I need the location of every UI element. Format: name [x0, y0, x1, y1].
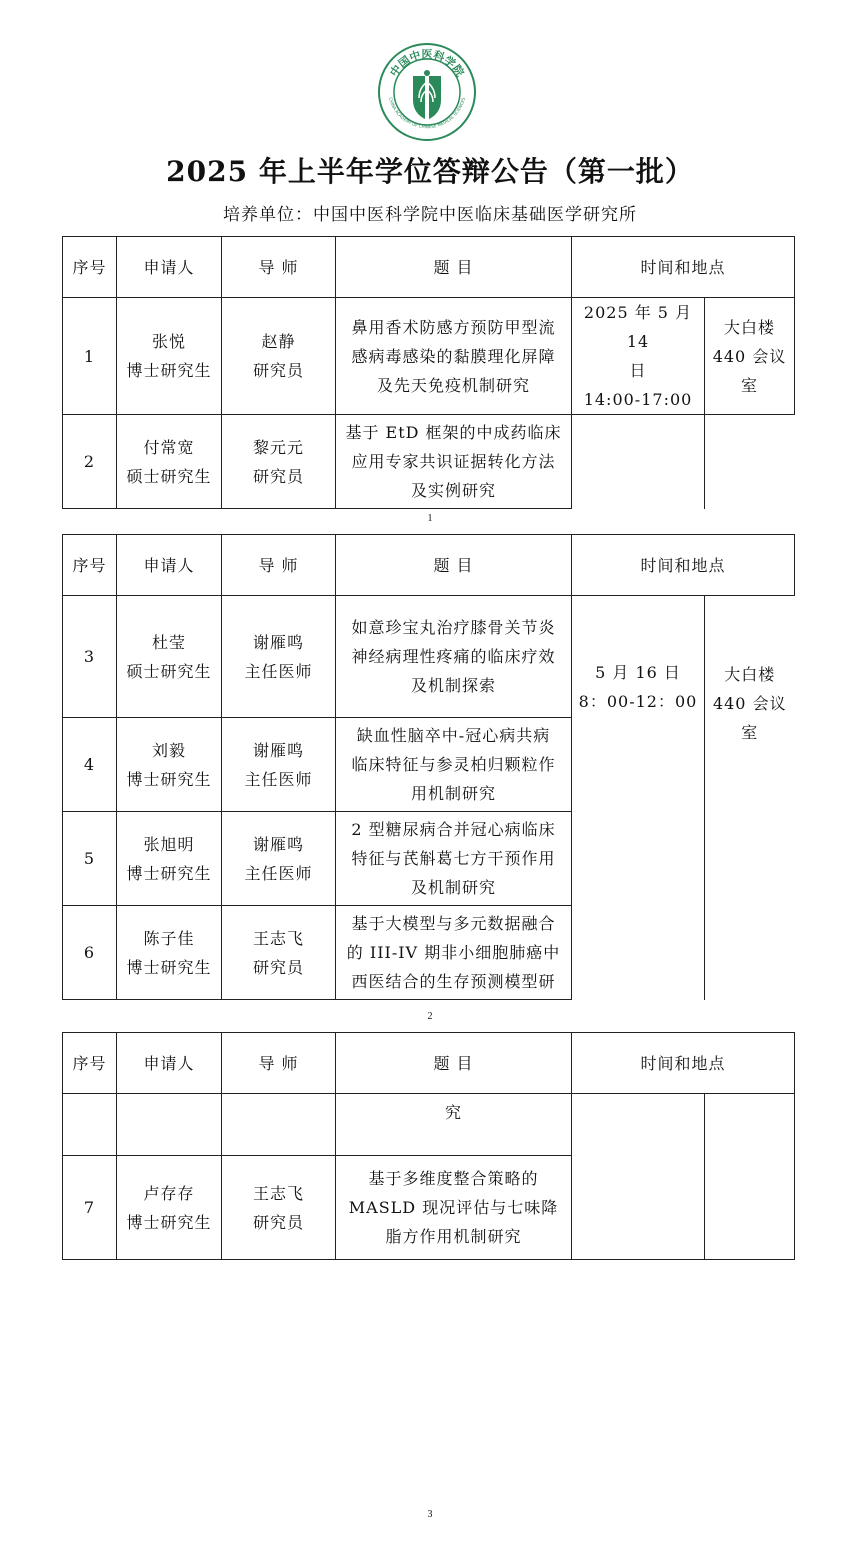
session-place-cell	[705, 298, 795, 415]
topic-line: 临床特征与参灵柏归颗粒作	[351, 755, 556, 774]
advisor-cell	[222, 1156, 336, 1260]
topic-cell	[336, 718, 572, 812]
advisor-name: 谢雁鸣	[252, 740, 304, 760]
page-subtitle: 培养单位：中国中医科学院中医临床基础医学研究所	[223, 205, 637, 225]
advisor-name: 王志飞	[252, 1183, 304, 1203]
session-time-cell	[572, 596, 705, 1000]
academy-logo	[377, 42, 477, 142]
advisor-name: 谢雁鸣	[252, 632, 304, 652]
header-no: 序号	[63, 1033, 117, 1094]
advisor-title: 研究员	[252, 466, 304, 486]
advisor-name: 赵静	[261, 332, 296, 351]
row-no: 6	[63, 906, 117, 1000]
session-time-cell	[572, 415, 705, 509]
advisor-cell	[222, 906, 336, 1000]
advisor-title: 主任医师	[244, 863, 313, 883]
applicant-cell	[117, 298, 222, 415]
advisor-cell	[222, 298, 336, 415]
session-time-line: 5 月 16 日	[595, 663, 681, 682]
session-time-cell	[572, 298, 705, 415]
advisor-cell	[222, 1094, 336, 1156]
applicant-degree: 博士研究生	[126, 863, 212, 883]
applicant-cell	[117, 596, 222, 718]
header-time-place: 时间和地点	[572, 237, 795, 298]
applicant-name: 杜莹	[151, 632, 186, 652]
topic-line: 神经病理性疼痛的临床疗效	[351, 647, 556, 666]
row-no	[63, 1094, 117, 1156]
table-header-row	[63, 237, 795, 298]
applicant-degree: 博士研究生	[126, 957, 212, 977]
table-row	[63, 415, 795, 509]
header-time-place: 时间和地点	[572, 535, 795, 596]
topic-line: 基于多维度整合策略的	[368, 1169, 539, 1188]
topic-line: 及机制探索	[410, 676, 496, 695]
topic-line: MASLD 现况评估与七味降	[348, 1198, 559, 1217]
logo-text-en: CHINA ACADEMY OF CHINESE MEDICAL SCIENCES	[387, 96, 467, 130]
page-number: 2	[427, 1011, 433, 1022]
page-number: 3	[427, 1509, 433, 1520]
defense-table-page-1	[62, 236, 795, 509]
applicant-name: 张悦	[151, 332, 186, 351]
table-header-row	[63, 535, 795, 596]
advisor-title: 主任医师	[244, 661, 313, 681]
session-place-line: 440 会议	[712, 694, 787, 713]
session-time-line: 2025 年 5 月 14	[583, 303, 693, 351]
header-applicant: 申请人	[117, 535, 222, 596]
session-place-line: 室	[741, 375, 759, 395]
session-place-cell	[705, 415, 795, 509]
session-time-line: 14:00-17:00	[583, 390, 693, 409]
advisor-cell	[222, 415, 336, 509]
header-topic: 题 目	[336, 1033, 572, 1094]
defense-table-page-2	[62, 534, 795, 1000]
advisor-name: 黎元元	[252, 437, 304, 457]
session-time-cell	[572, 1094, 705, 1260]
advisor-name: 王志飞	[252, 928, 304, 948]
applicant-cell	[117, 812, 222, 906]
topic-line: 2 型糖尿病合并冠心病临床	[351, 820, 556, 839]
topic-line: 感病毒感染的黏膜理化屏障	[351, 346, 556, 366]
topic-line: 应用专家共识证据转化方法	[351, 452, 556, 471]
applicant-cell	[117, 718, 222, 812]
session-time-line: 日	[629, 361, 647, 380]
header-advisor: 导 师	[222, 535, 336, 596]
row-no: 1	[63, 298, 117, 415]
topic-line: 如意珍宝丸治疗膝骨关节炎	[351, 618, 556, 637]
row-no: 4	[63, 718, 117, 812]
table-row	[63, 298, 795, 415]
header-no: 序号	[63, 535, 117, 596]
table-header-row	[63, 1033, 795, 1094]
advisor-cell	[222, 812, 336, 906]
applicant-degree: 博士研究生	[126, 769, 212, 789]
applicant-cell	[117, 1156, 222, 1260]
row-no: 7	[63, 1156, 117, 1260]
advisor-title: 主任医师	[244, 769, 313, 789]
header-advisor: 导 师	[222, 237, 336, 298]
advisor-title: 研究员	[252, 361, 304, 380]
applicant-degree: 硕士研究生	[126, 466, 212, 486]
page-title: 2025 年上半年学位答辩公告（第一批）	[166, 155, 694, 188]
header-topic: 题 目	[336, 535, 572, 596]
topic-cell	[336, 906, 572, 1000]
applicant-degree: 硕士研究生	[126, 661, 212, 681]
session-place-line: 大白楼	[724, 665, 776, 684]
session-place-line: 440 会议	[712, 346, 787, 366]
applicant-degree: 博士研究生	[126, 361, 212, 380]
table-row	[63, 596, 795, 718]
applicant-name: 刘毅	[151, 740, 186, 760]
session-place-line: 大白楼	[724, 317, 776, 337]
header-advisor: 导 师	[222, 1033, 336, 1094]
applicant-name: 付常宽	[143, 437, 195, 457]
topic-line: 究	[444, 1103, 462, 1122]
topic-line: 脂方作用机制研究	[385, 1227, 522, 1246]
applicant-name: 卢存存	[143, 1183, 195, 1203]
topic-cell	[336, 298, 572, 415]
topic-cell	[336, 415, 572, 509]
topic-line: 西医结合的生存预测模型研	[351, 972, 556, 991]
session-time-line: 8：00-12：00	[578, 692, 698, 711]
advisor-cell	[222, 596, 336, 718]
topic-cell	[336, 812, 572, 906]
header-topic: 题 目	[336, 237, 572, 298]
topic-line: 特征与芪斛葛七方干预作用	[351, 849, 556, 868]
topic-cell	[336, 596, 572, 718]
topic-line: 用机制研究	[410, 784, 496, 803]
header-applicant: 申请人	[117, 237, 222, 298]
topic-cell	[336, 1094, 572, 1156]
page-number: 1	[427, 513, 433, 524]
header-time-place: 时间和地点	[572, 1033, 795, 1094]
row-no: 2	[63, 415, 117, 509]
advisor-name: 谢雁鸣	[252, 834, 304, 854]
topic-line: 鼻用香术防感方预防甲型流	[351, 317, 556, 337]
applicant-cell	[117, 415, 222, 509]
applicant-cell	[117, 906, 222, 1000]
applicant-name: 陈子佳	[143, 928, 195, 948]
topic-line: 基于大模型与多元数据融合	[351, 914, 556, 933]
row-no: 3	[63, 596, 117, 718]
topic-line: 及实例研究	[410, 481, 496, 500]
defense-table-page-3	[62, 1032, 795, 1260]
advisor-title: 研究员	[252, 1212, 304, 1232]
topic-line: 基于 EtD 框架的中成药临床	[345, 423, 562, 442]
header-no: 序号	[63, 237, 117, 298]
topic-line: 缺血性脑卒中-冠心病共病	[356, 726, 551, 745]
advisor-cell	[222, 718, 336, 812]
topic-line: 及先天免疫机制研究	[376, 375, 530, 395]
applicant-cell	[117, 1094, 222, 1156]
session-place-cell	[705, 596, 795, 1000]
topic-line: 的 III-IV 期非小细胞肺癌中	[346, 943, 561, 962]
session-place-cell	[705, 1094, 795, 1260]
advisor-title: 研究员	[252, 957, 304, 977]
session-place-line: 室	[741, 723, 759, 742]
topic-cell	[336, 1156, 572, 1260]
topic-line: 及机制研究	[410, 878, 496, 897]
applicant-name: 张旭明	[143, 834, 195, 854]
table-row	[63, 1094, 795, 1156]
logo-text: 中国中医科学院	[387, 48, 467, 80]
row-no: 5	[63, 812, 117, 906]
applicant-degree: 博士研究生	[126, 1212, 212, 1232]
header-applicant: 申请人	[117, 1033, 222, 1094]
